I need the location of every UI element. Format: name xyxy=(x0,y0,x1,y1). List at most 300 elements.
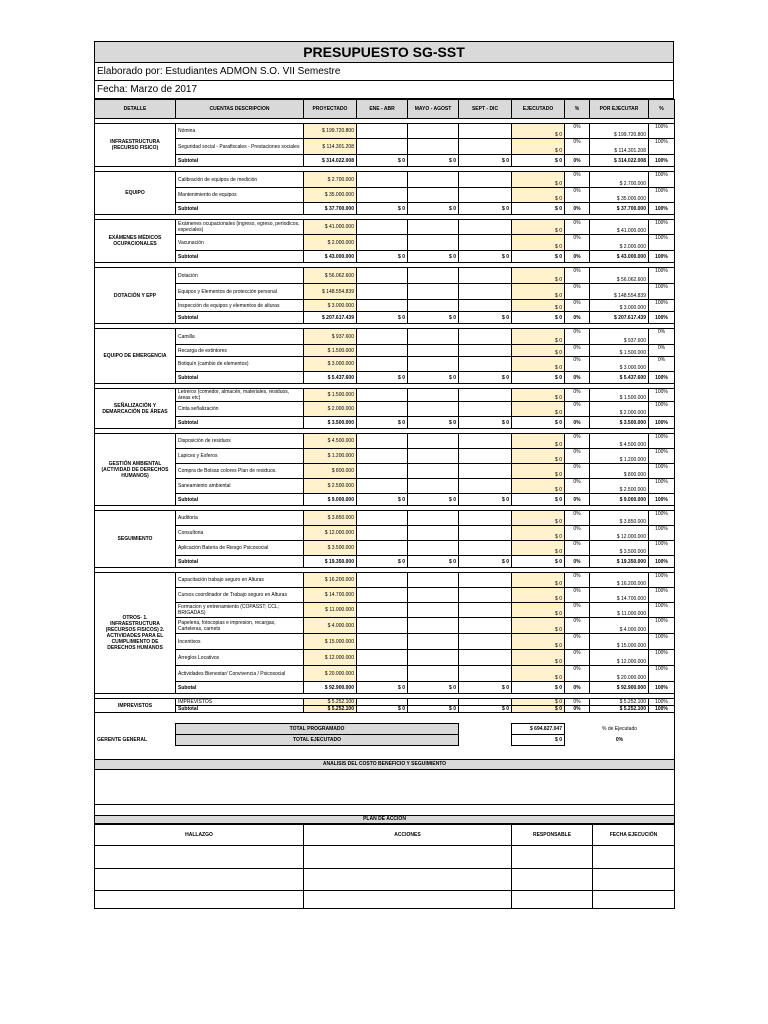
section-detail: EQUIPO DE EMERGENCIA xyxy=(95,329,176,384)
period-sep-dic xyxy=(459,235,512,251)
period-ene-abr xyxy=(357,329,408,345)
column-header: MAYO - AGOST xyxy=(408,100,459,119)
pending-pct: 100% xyxy=(649,220,675,235)
period-sep-dic xyxy=(459,284,512,300)
subtotal-executed: $ 0 xyxy=(512,372,565,384)
executed-pct: 0% xyxy=(565,284,590,300)
executed-pct: 0% xyxy=(565,402,590,417)
projected-value: $ 12.000.000 xyxy=(304,526,357,541)
subtotal-projected: $ 43.000.000 xyxy=(304,251,357,263)
projected-value: $ 2.500.000 xyxy=(304,479,357,494)
subtotal-sep-dic: $ 0 xyxy=(459,706,512,713)
projected-value: $ 2.000.000 xyxy=(304,402,357,417)
period-may-ago xyxy=(408,541,459,556)
total-programado-label: TOTAL PROGRAMADO xyxy=(176,723,459,734)
subtotal-may-ago: $ 0 xyxy=(408,706,459,713)
executed-pct: 0% xyxy=(565,526,590,541)
period-sep-dic xyxy=(459,479,512,494)
pending-value: $ 12.000.000 xyxy=(590,650,649,666)
plan-table xyxy=(94,824,675,909)
executed-pct: 0% xyxy=(565,235,590,251)
period-may-ago xyxy=(408,268,459,284)
executed-value: $ 0 xyxy=(512,357,565,372)
account-description: Vacunación xyxy=(176,235,304,251)
executed-pct: 0% xyxy=(565,603,590,618)
subtotal-sep-dic: $ 0 xyxy=(459,494,512,506)
executed-value: $ 0 xyxy=(512,345,565,357)
subtotal-executed: $ 0 xyxy=(512,155,565,167)
executed-value: $ 0 xyxy=(512,573,565,588)
projected-value: $ 800.000 xyxy=(304,464,357,479)
budget-sheet xyxy=(94,41,674,909)
subtotal-pending-pct: 100% xyxy=(649,682,675,694)
executed-value: $ 0 xyxy=(512,541,565,556)
table-row xyxy=(95,434,675,449)
subtotal-executed-pct: 0% xyxy=(565,706,590,713)
pending-value: $ 56.062.600 xyxy=(590,268,649,284)
period-sep-dic xyxy=(459,220,512,235)
subtotal-executed-pct: 0% xyxy=(565,203,590,215)
executed-pct: 0% xyxy=(565,479,590,494)
executed-value: $ 0 xyxy=(512,220,565,235)
executed-pct: 0% xyxy=(565,357,590,372)
projected-value: $ 15.000.000 xyxy=(304,634,357,650)
pending-value: $ 12.000.000 xyxy=(590,526,649,541)
plan-cell[interactable] xyxy=(512,890,593,908)
period-sep-dic xyxy=(459,650,512,666)
period-ene-abr xyxy=(357,603,408,618)
subtotal-may-ago: $ 0 xyxy=(408,251,459,263)
period-ene-abr xyxy=(357,634,408,650)
executed-value: $ 0 xyxy=(512,511,565,526)
account-description: Nómina xyxy=(176,124,304,139)
section-detail: OTROS- 1. INFRAESTRUCTURA (RECURSOS FISICOS) 2. ACTIVIDADES PARA EL CUMPLIMIENTO DE DERECHOS HUMANOS xyxy=(95,573,176,694)
executed-value: $ 0 xyxy=(512,434,565,449)
period-may-ago xyxy=(408,464,459,479)
column-header: ENE - ABR xyxy=(357,100,408,119)
pending-value: $ 5.252.100 xyxy=(590,699,649,706)
subtotal-projected: $ 314.022.008 xyxy=(304,155,357,167)
table-row xyxy=(95,402,675,417)
pending-pct: 0% xyxy=(649,329,675,345)
subtotal-pending-pct: 100% xyxy=(649,203,675,215)
subtotal-executed: $ 0 xyxy=(512,682,565,694)
subtotal-label: Subtotal xyxy=(176,312,304,324)
subtotal-pending: $ 19.350.000 xyxy=(590,556,649,568)
table-row xyxy=(95,357,675,372)
period-ene-abr xyxy=(357,434,408,449)
period-may-ago xyxy=(408,402,459,417)
executed-value: $ 0 xyxy=(512,235,565,251)
account-description: Actividades Bienestar/ Convivencia / Psicosocial xyxy=(176,666,304,682)
executed-pct: 0% xyxy=(565,464,590,479)
executed-value: $ 0 xyxy=(512,329,565,345)
subtotal-label: Subtotal xyxy=(176,372,304,384)
subtotal-label: Subtotal xyxy=(176,203,304,215)
period-may-ago xyxy=(408,235,459,251)
subtotal-sep-dic: $ 0 xyxy=(459,372,512,384)
period-ene-abr xyxy=(357,188,408,203)
subtotal-pending-pct: 100% xyxy=(649,556,675,568)
table-row xyxy=(95,666,675,682)
executed-pct: 0% xyxy=(565,124,590,139)
pending-pct: 100% xyxy=(649,650,675,666)
plan-cell[interactable] xyxy=(593,890,675,908)
period-ene-abr xyxy=(357,449,408,464)
subtotal-row xyxy=(95,682,675,694)
period-sep-dic xyxy=(459,389,512,402)
subtotal-pending: $ 207.617.439 xyxy=(590,312,649,324)
account-description: Papeleria, fotocopias e impresion, recargas, Carteleras, carnets xyxy=(176,618,304,634)
period-may-ago xyxy=(408,345,459,357)
period-sep-dic xyxy=(459,511,512,526)
section-detail: IMPREVISTOS xyxy=(95,699,176,713)
period-sep-dic xyxy=(459,139,512,155)
subtotal-executed: $ 0 xyxy=(512,312,565,324)
column-header: EJECUTADO xyxy=(512,100,565,119)
subtotal-may-ago: $ 0 xyxy=(408,203,459,215)
subtotal-label: Subtotal xyxy=(176,556,304,568)
plan-title: PLAN DE ACCIÓN xyxy=(95,815,675,823)
pending-pct: 100% xyxy=(649,389,675,402)
period-sep-dic xyxy=(459,449,512,464)
total-programado-value: $ 694.827.047 xyxy=(512,723,565,734)
section-detail: DOTACIÓN Y EPP xyxy=(95,268,176,324)
table-header-row xyxy=(95,100,675,119)
executed-pct: 0% xyxy=(565,268,590,284)
period-sep-dic xyxy=(459,345,512,357)
pending-value: $ 199.720.800 xyxy=(590,124,649,139)
executed-value: $ 0 xyxy=(512,634,565,650)
account-description: Exámenes ocupacionales (ingreso, egreso, periodicos, especiales) xyxy=(176,220,304,235)
period-may-ago xyxy=(408,389,459,402)
table-row xyxy=(95,634,675,650)
period-may-ago xyxy=(408,329,459,345)
period-sep-dic xyxy=(459,666,512,682)
executed-pct: 0% xyxy=(565,172,590,188)
subtotal-pending-pct: 100% xyxy=(649,312,675,324)
pending-value: $ 937.600 xyxy=(590,329,649,345)
executed-pct: 0% xyxy=(565,699,590,706)
period-ene-abr xyxy=(357,284,408,300)
projected-value: $ 35.000.000 xyxy=(304,188,357,203)
period-may-ago xyxy=(408,573,459,588)
pending-pct: 0% xyxy=(649,357,675,372)
subtotal-row xyxy=(95,494,675,506)
subtotal-ene-abr: $ 0 xyxy=(357,155,408,167)
executed-value: $ 0 xyxy=(512,479,565,494)
executed-value: $ 0 xyxy=(512,464,565,479)
column-header: SEPT - DIC xyxy=(459,100,512,119)
period-may-ago xyxy=(408,650,459,666)
subtotal-ene-abr: $ 0 xyxy=(357,682,408,694)
subtotal-ene-abr: $ 0 xyxy=(357,251,408,263)
period-ene-abr xyxy=(357,345,408,357)
executed-pct: 0% xyxy=(565,220,590,235)
pending-value: $ 16.200.000 xyxy=(590,573,649,588)
subtotal-pending-pct: 100% xyxy=(649,706,675,713)
period-sep-dic xyxy=(459,434,512,449)
subtotal-executed: $ 0 xyxy=(512,417,565,429)
projected-value: $ 199.720.800 xyxy=(304,124,357,139)
period-may-ago xyxy=(408,634,459,650)
pending-pct: 100% xyxy=(649,588,675,603)
subtotal-sep-dic: $ 0 xyxy=(459,417,512,429)
account-description: Incentivos xyxy=(176,634,304,650)
subtotal-may-ago: $ 0 xyxy=(408,494,459,506)
subtotal-label: Subtotal xyxy=(176,155,304,167)
analysis-title: ANALISIS DEL COSTO BENEFICIO Y SEGUIMIENTO xyxy=(95,759,675,769)
subtotal-pending: $ 92.900.000 xyxy=(590,682,649,694)
pending-pct: 100% xyxy=(649,124,675,139)
subtotal-sep-dic: $ 0 xyxy=(459,251,512,263)
plan-cell[interactable] xyxy=(95,868,304,890)
period-ene-abr xyxy=(357,618,408,634)
executed-pct: 0% xyxy=(565,634,590,650)
period-may-ago xyxy=(408,479,459,494)
executed-value: $ 0 xyxy=(512,284,565,300)
plan-cell[interactable] xyxy=(95,845,304,868)
plan-cell[interactable] xyxy=(304,845,512,868)
account-description: Cinta señalización xyxy=(176,402,304,417)
column-header: PROYECTADO xyxy=(304,100,357,119)
table-row xyxy=(95,526,675,541)
subtotal-ene-abr: $ 0 xyxy=(357,706,408,713)
projected-value: $ 114.301.208 xyxy=(304,139,357,155)
plan-cell[interactable] xyxy=(304,868,512,890)
pending-pct: 100% xyxy=(649,172,675,188)
section-detail: SEGUIMIENTO xyxy=(95,511,176,568)
executed-value: $ 0 xyxy=(512,402,565,417)
subtotal-ene-abr: $ 0 xyxy=(357,312,408,324)
plan-header-hallazgo: HALLAZGO xyxy=(95,824,304,845)
subtotal-label: Subotal xyxy=(176,682,304,694)
pending-value: $ 2.000.000 xyxy=(590,235,649,251)
section-detail: INFRAESTRUCTURA (RECURSO FISICO) xyxy=(95,124,176,167)
table-row xyxy=(95,345,675,357)
executed-value: $ 0 xyxy=(512,588,565,603)
period-ene-abr xyxy=(357,300,408,312)
subtotal-pending-pct: 100% xyxy=(649,494,675,506)
executed-pct: 0% xyxy=(565,650,590,666)
period-ene-abr xyxy=(357,464,408,479)
subtotal-pending: $ 37.700.000 xyxy=(590,203,649,215)
period-may-ago xyxy=(408,434,459,449)
period-may-ago xyxy=(408,172,459,188)
executed-pct: 0% xyxy=(565,139,590,155)
table-row xyxy=(95,588,675,603)
subtotal-row xyxy=(95,706,675,713)
subtotal-projected: $ 5.252.100 xyxy=(304,706,357,713)
summary-table xyxy=(94,713,675,824)
subtotal-projected: $ 92.900.000 xyxy=(304,682,357,694)
account-description: Arreglos Locativos xyxy=(176,650,304,666)
subtotal-executed: $ 0 xyxy=(512,556,565,568)
executed-pct: 0% xyxy=(565,588,590,603)
period-may-ago xyxy=(408,139,459,155)
period-may-ago xyxy=(408,188,459,203)
projected-value: $ 937.600 xyxy=(304,329,357,345)
account-description: Capacitación trabajo seguro en Alturas xyxy=(176,573,304,588)
pending-value: $ 11.000.000 xyxy=(590,603,649,618)
executed-value: $ 0 xyxy=(512,389,565,402)
subtotal-label: Subtotal xyxy=(176,706,304,713)
pending-value: $ 1.200.000 xyxy=(590,449,649,464)
account-description: Dotación xyxy=(176,268,304,284)
plan-cell[interactable] xyxy=(95,890,304,908)
subtotal-executed-pct: 0% xyxy=(565,155,590,167)
table-row xyxy=(95,699,675,706)
period-ene-abr xyxy=(357,402,408,417)
table-row xyxy=(95,573,675,588)
pending-value: $ 148.554.839 xyxy=(590,284,649,300)
executed-value: $ 0 xyxy=(512,300,565,312)
prepared-by: Elaborado por: Estudiantes ADMON S.O. VII Semestre xyxy=(95,63,674,81)
period-may-ago xyxy=(408,357,459,372)
subtotal-executed: $ 0 xyxy=(512,203,565,215)
period-sep-dic xyxy=(459,124,512,139)
pending-pct: 100% xyxy=(649,618,675,634)
plan-header-responsable: RESPONSABLE xyxy=(512,824,593,845)
account-description: Recarga de extintores xyxy=(176,345,304,357)
table-row xyxy=(95,284,675,300)
subtotal-may-ago: $ 0 xyxy=(408,155,459,167)
pending-value: $ 3.850.000 xyxy=(590,511,649,526)
pending-pct: 100% xyxy=(649,603,675,618)
executed-value: $ 0 xyxy=(512,268,565,284)
subtotal-projected: $ 37.700.000 xyxy=(304,203,357,215)
subtotal-label: Subtotal xyxy=(176,494,304,506)
subtotal-row xyxy=(95,312,675,324)
subtotal-executed: $ 0 xyxy=(512,706,565,713)
section-detail: SEÑALIZACIÓN Y DEMARCACIÓN DE ÁREAS xyxy=(95,389,176,429)
subtotal-sep-dic: $ 0 xyxy=(459,203,512,215)
subtotal-executed-pct: 0% xyxy=(565,682,590,694)
executed-value: $ 0 xyxy=(512,124,565,139)
pending-value: $ 35.000.000 xyxy=(590,188,649,203)
pct-executed-value: 0% xyxy=(565,734,675,745)
executed-value: $ 0 xyxy=(512,188,565,203)
period-may-ago xyxy=(408,449,459,464)
account-description: Botiquín (cambio de elementos) xyxy=(176,357,304,372)
section-detail: GESTIÓN AMBIENTAL (ACTIVIDAD DE DERECHOS HUMANOS) xyxy=(95,434,176,506)
gerente-general: GERENTE GENERAL xyxy=(95,734,176,745)
subtotal-ene-abr: $ 0 xyxy=(357,556,408,568)
executed-pct: 0% xyxy=(565,389,590,402)
account-description: Letreros (comedor, almacén, materiales, residuos, áreas etc) xyxy=(176,389,304,402)
subtotal-pending: $ 3.500.000 xyxy=(590,417,649,429)
account-description: Disposición de residuos xyxy=(176,434,304,449)
account-description: Seguridad social - Parafiscales - Prestaciones sociales xyxy=(176,139,304,155)
subtotal-pending-pct: 100% xyxy=(649,251,675,263)
plan-cell[interactable] xyxy=(304,890,512,908)
subtotal-label: Subtotal xyxy=(176,417,304,429)
subtotal-sep-dic: $ 0 xyxy=(459,155,512,167)
pending-value: $ 2.000.000 xyxy=(590,402,649,417)
plan-cell[interactable] xyxy=(512,845,593,868)
executed-value: $ 0 xyxy=(512,449,565,464)
date-line: Fecha: Marzo de 2017 xyxy=(95,81,674,99)
table-row xyxy=(95,389,675,402)
budget-table xyxy=(94,99,675,713)
pending-pct: 100% xyxy=(649,139,675,155)
pending-value: $ 800.000 xyxy=(590,464,649,479)
account-description: Consultoria xyxy=(176,526,304,541)
account-description: Lapices y Esferos xyxy=(176,449,304,464)
table-row xyxy=(95,479,675,494)
period-ene-abr xyxy=(357,650,408,666)
executed-value: $ 0 xyxy=(512,139,565,155)
projected-value: $ 3.850.000 xyxy=(304,511,357,526)
period-ene-abr xyxy=(357,666,408,682)
table-row xyxy=(95,618,675,634)
plan-cell[interactable] xyxy=(512,868,593,890)
account-description: Compra de Bolsas colores Plan de residuos. xyxy=(176,464,304,479)
projected-value: $ 3.000.000 xyxy=(304,357,357,372)
table-row xyxy=(95,268,675,284)
projected-value: $ 4.000.000 xyxy=(304,618,357,634)
pending-value: $ 3.000.000 xyxy=(590,357,649,372)
projected-value: $ 11.000.000 xyxy=(304,603,357,618)
subtotal-ene-abr: $ 0 xyxy=(357,417,408,429)
pending-value: $ 41.000.000 xyxy=(590,220,649,235)
table-row xyxy=(95,449,675,464)
pending-value: $ 114.301.208 xyxy=(590,139,649,155)
plan-header-acciones: ACCIONES xyxy=(304,824,512,845)
subtotal-ene-abr: $ 0 xyxy=(357,372,408,384)
pending-value: $ 20.000.000 xyxy=(590,666,649,682)
executed-pct: 0% xyxy=(565,511,590,526)
period-sep-dic xyxy=(459,172,512,188)
period-sep-dic xyxy=(459,588,512,603)
plan-header-fecha: FECHA EJECUCIÓN xyxy=(593,824,675,845)
plan-cell[interactable] xyxy=(593,845,675,868)
subtotal-executed-pct: 0% xyxy=(565,251,590,263)
period-may-ago xyxy=(408,603,459,618)
subtotal-executed-pct: 0% xyxy=(565,417,590,429)
period-sep-dic xyxy=(459,402,512,417)
executed-value: $ 0 xyxy=(512,650,565,666)
period-ene-abr xyxy=(357,541,408,556)
column-header: % xyxy=(649,100,675,119)
header-table xyxy=(94,41,674,99)
plan-cell[interactable] xyxy=(593,868,675,890)
subtotal-executed: $ 0 xyxy=(512,251,565,263)
pct-executed-label: % de Ejecutado xyxy=(565,723,675,734)
pending-pct: 100% xyxy=(649,526,675,541)
subtotal-may-ago: $ 0 xyxy=(408,417,459,429)
projected-value: $ 1.500.000 xyxy=(304,345,357,357)
analysis-box[interactable] xyxy=(95,769,675,804)
pending-pct: 100% xyxy=(649,541,675,556)
subtotal-row xyxy=(95,203,675,215)
subtotal-may-ago: $ 0 xyxy=(408,682,459,694)
period-ene-abr xyxy=(357,699,408,706)
executed-value: $ 0 xyxy=(512,172,565,188)
projected-value: $ 12.000.000 xyxy=(304,650,357,666)
subtotal-pending-pct: 100% xyxy=(649,155,675,167)
account-description: Cursos coordinador de Trabajo seguro en Alturas xyxy=(176,588,304,603)
subtotal-projected: $ 207.617.439 xyxy=(304,312,357,324)
period-ene-abr xyxy=(357,511,408,526)
table-row xyxy=(95,329,675,345)
section-detail: EXÁMENES MÉDICOS OCUPACIONALES xyxy=(95,220,176,263)
pending-value: $ 1.500.000 xyxy=(590,345,649,357)
subtotal-pending: $ 43.000.000 xyxy=(590,251,649,263)
subtotal-row xyxy=(95,155,675,167)
pending-value: $ 2.700.000 xyxy=(590,172,649,188)
executed-pct: 0% xyxy=(565,434,590,449)
